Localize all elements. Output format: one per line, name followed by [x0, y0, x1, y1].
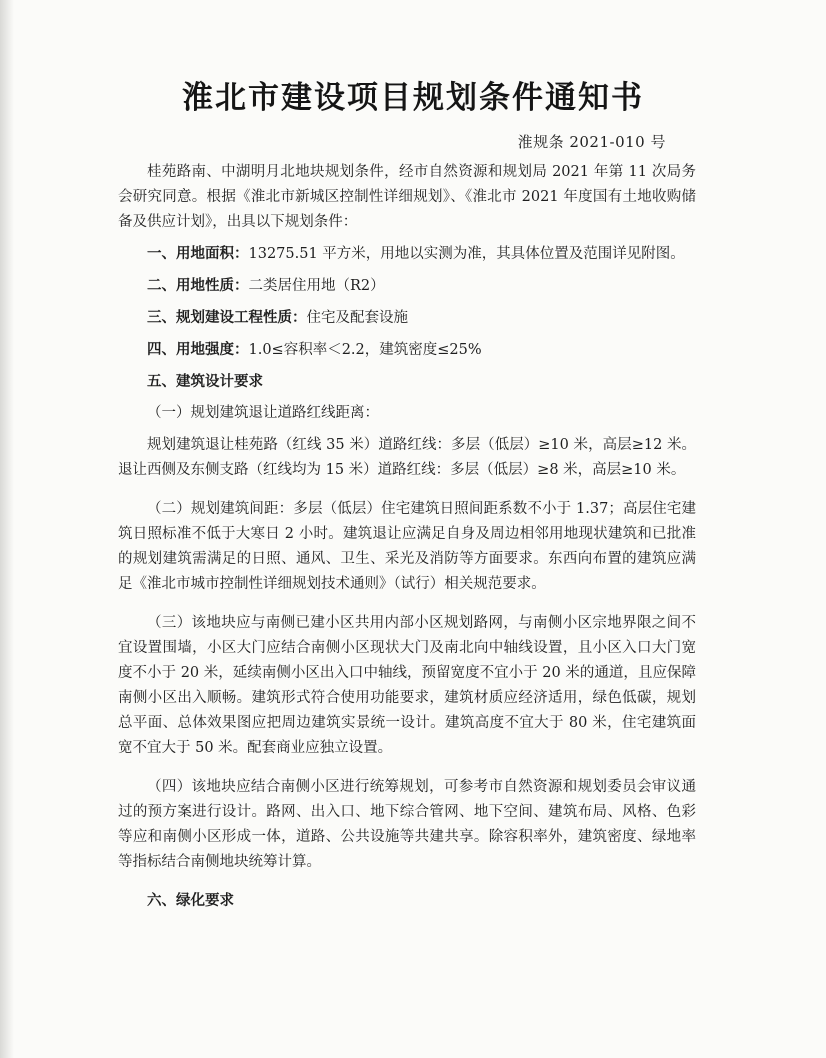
- item-land-area: [118, 242, 696, 267]
- item-project-nature: [118, 306, 696, 331]
- item-text: 13275.51 平方米，用地以实测为准，其具体位置及范围详见附图。: [248, 246, 685, 262]
- scan-edge-shadow: [0, 0, 14, 1058]
- item-label: 三、规划建设工程性质：: [147, 310, 307, 326]
- item-building-design: [118, 370, 696, 395]
- document-body: [118, 160, 696, 914]
- item-greening: [118, 889, 696, 914]
- item-text: 二类居住用地（R2）: [248, 278, 385, 294]
- sub2-paragraph: （二）规划建筑间距：多层（低层）住宅建筑日照间距系数不小于 1.37；高层住宅建筑日照标准不低于大寒日 2 小时。建筑退让应满足自身及周边相邻用地现状建筑和已批准的规划建筑需满足的日照、通风、卫生、采光及消防等方面要求。东西向布置的建筑应满足《淮北市城市控制性详细规划技术通则》（试行）相关规范要求。: [118, 501, 696, 592]
- item-label: 六、绿化要求: [147, 893, 234, 909]
- item-land-intensity: [118, 338, 696, 363]
- item-land-use: [118, 274, 696, 299]
- sub1-paragraph: 规划建筑退让桂苑路（红线 35 米）道路红线：多层（低层）≥10 米，高层≥12 米。退让西侧及东侧支路（红线均为 15 米）道路红线：多层（低层）≥8 米，高层≥10 米。: [118, 437, 696, 478]
- sub4-paragraph: （四）该地块应结合南侧小区进行统筹规划，可参考市自然资源和规划委员会审议通过的预方案进行设计。路网、出入口、地下综合管网、地下空间、建筑布局、风格、色彩等应和南侧小区形成一体，道路、公共设施等共建共享。除容积率外，建筑密度、绿地率等指标结合南侧地块统筹计算。: [118, 779, 696, 870]
- document-number: 淮规条 2021-010 号: [517, 133, 666, 151]
- item-text: 住宅及配套设施: [306, 310, 408, 326]
- item-label: 一、用地面积：: [147, 246, 249, 262]
- intro-paragraph: 桂苑路南、中湖明月北地块规划条件，经市自然资源和规划局 2021 年第 11 次局务会研究同意。根据《淮北市新城区控制性详细规划》、《淮北市 2021 年度国有土地收购储备及供应计划》，出具以下规划条件：: [118, 164, 696, 230]
- sub1-heading: （一）规划建筑退让道路红线距离：: [147, 405, 379, 421]
- document-title: 淮北市建设项目规划条件通知书: [182, 80, 644, 116]
- sub3-paragraph: （三）该地块应与南侧已建小区共用内部小区规划路网，与南侧小区宗地界限之间不宜设置围墙，小区大门应结合南侧小区现状大门及南北向中轴线设置，且小区入口大门宽度不小于 20 米，延续南侧小区出入口中轴线，预留宽度不宜小于 20 米的通道，且应保障南侧小区出入顺畅。建筑形式符合使用功能要求，建筑材质应经济适用，绿色低碳，规划总平面、总体效果图应把周边建筑实景统一设计。建筑高度不宜大于 80 米，住宅建筑面宽不宜大于 50 米。配套商业应独立设置。: [118, 615, 696, 756]
- item-label: 二、用地性质：: [147, 278, 249, 294]
- item-label: 五、建筑设计要求: [147, 374, 263, 390]
- item-label: 四、用地强度：: [147, 342, 249, 358]
- item-text: 1.0≤容积率＜2.2，建筑密度≤25%: [248, 342, 482, 358]
